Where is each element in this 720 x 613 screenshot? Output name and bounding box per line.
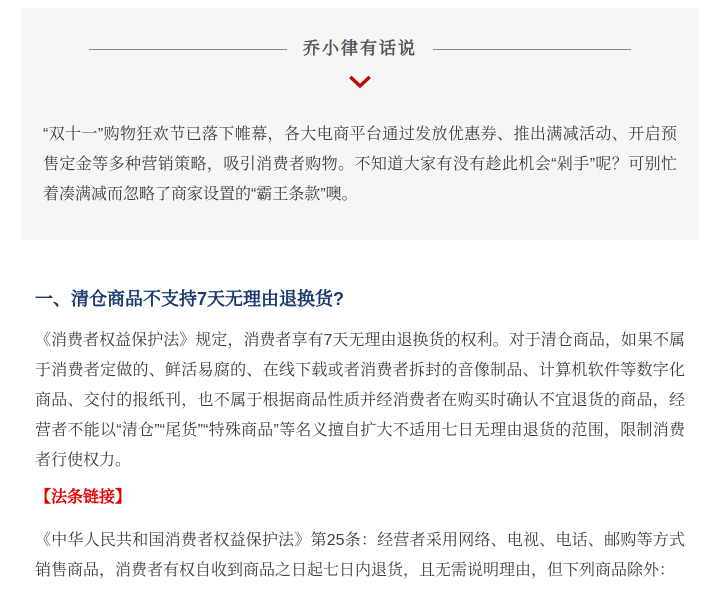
law-text-paragraph: 《中华人民共和国消费者权益保护法》第25条：经营者采用网络、电视、电话、邮购等方式销售商品，消费者有权自收到商品之日起七日内退货，且无需说明理由，但下列商品除外： — [35, 532, 685, 579]
chevron-down-icon — [349, 76, 371, 89]
section-heading: 一、清仓商品不支持7天无理由退换货? — [35, 289, 345, 309]
intro-paragraph: “双十一”购物狂欢节已落下帷幕，各大电商平台通过发放优惠券、推出满减活动、开启预售定金等多种营销策略，吸引消费者购物。不知道大家有没有趁此机会“剁手”呢？可别忙着凑满减而忽略了商家设置的“霸王条款”噢。 — [43, 126, 677, 203]
header-rule-right — [433, 49, 631, 50]
header-rule-left — [89, 49, 287, 50]
intro-card-header — [89, 38, 631, 60]
chevron-row — [43, 76, 677, 88]
section-body-paragraph: 《消费者权益保护法》规定，消费者享有7天无理由退换货的权利。对于清仓商品，如果不属于消费者定做的、鲜活易腐的、在线下载或者消费者拆封的音像制品、计算机软件等数字化商品、交付的报纸刊，也不属于根据商品性质并经消费者在购买时确认不宜退货的商品，经营者不能以“清仓”“尾货”“特殊商品”等名义擅自扩大不适用七日无理由退货的范围，限制消费者行使权力。 — [35, 332, 685, 469]
intro-card — [22, 8, 698, 240]
intro-card-title: 乔小律有话说 — [303, 39, 417, 58]
law-link-label: 【法条链接】 — [35, 489, 132, 506]
article-page — [0, 8, 720, 613]
article-body — [0, 288, 720, 586]
